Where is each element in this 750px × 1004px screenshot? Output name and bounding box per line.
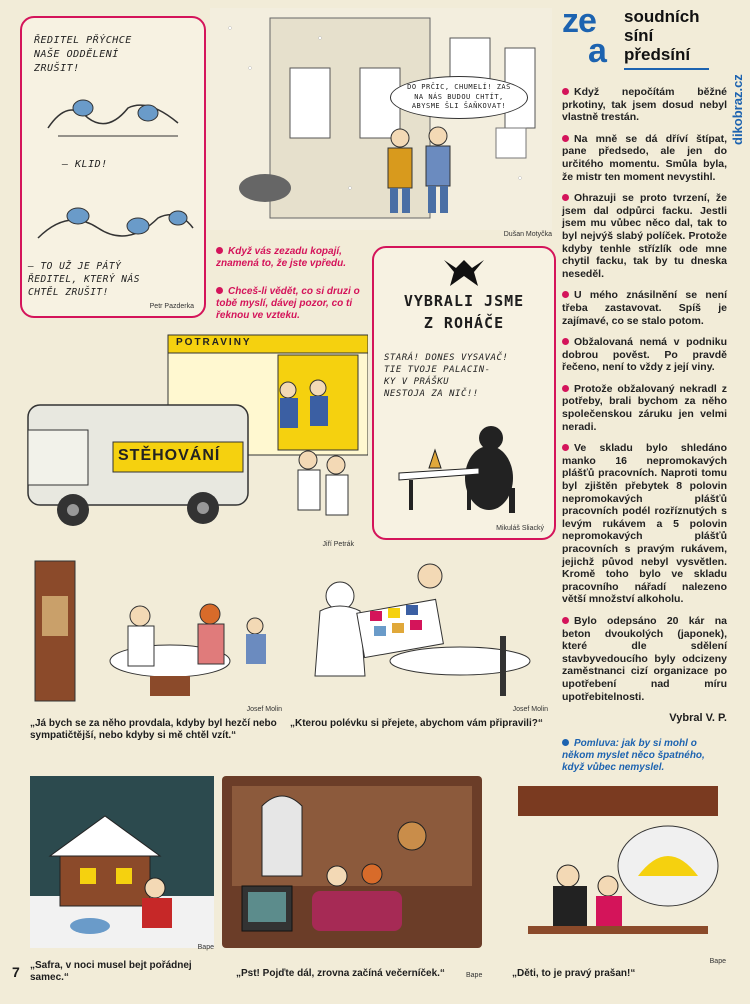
page-number: 7 (12, 964, 20, 980)
bullet-icon (562, 444, 569, 451)
cartoon-bape-2 (222, 776, 498, 996)
petrak-illustration (18, 320, 368, 538)
cartoon-petrak (18, 320, 368, 548)
header-underline (624, 68, 709, 70)
bullet-icon (216, 247, 223, 254)
bullet-icon (562, 291, 569, 298)
pazderka-text-1: ŘEDITEL PŘÝCHCE NAŠE ODDĚLENÍ ZRUŠIT! (34, 35, 132, 74)
bape1-caption: „Safra, v noci musel bejt pořádnej samec.“ (30, 960, 192, 983)
quote-item: Ohrazuji se proto tvrzení, že jsem dal odpůrci facku. Jestli jsem mu vůbec něco dal, tak to byl nejvýš slabý políček. Protože kdyby tenhle střízlík ode mne chytil facku, tak by tu dneska neseděl. (562, 192, 727, 280)
bullet-icon (562, 135, 569, 142)
quote-item: Když nepočítám běžné prkotiny, tak jsem dosud nebyl vlastně trestán. (562, 86, 727, 124)
cartoon-bape-1 (12, 776, 214, 996)
rohace-illustration (379, 408, 549, 518)
pazderka-illustration-top (28, 78, 198, 148)
bape3-credit: Bape (709, 958, 726, 965)
motycka-illustration (210, 8, 552, 230)
petrak-shop-sign: POTRAVINY (176, 337, 252, 348)
molin1-credit: Josef Molin (246, 706, 282, 713)
bape1-illustration (30, 776, 214, 948)
molin1-illustration (30, 556, 282, 706)
cartoon-molin-2 (290, 556, 548, 760)
motycka-speech-bubble: DO PRČIC, CHUMELÍ! ZAS NA NÁS BUDOU CHTÍT, ABYSME ŠLI ŠAŇKOVAT! (390, 76, 528, 119)
cartoon-pazderka (20, 16, 206, 318)
aphorism-2: Chceš-li vědět, co si druzi o tobě myslí, dávej pozor, co ti řeknou ve vzteku. (216, 286, 360, 321)
quote-item: Protože obžalovaný nekradl z potřeby, brali bychom za něho společenskou záruku jen velmi neradi. (562, 382, 727, 433)
bullet-icon (216, 287, 223, 294)
molin1-caption: „Já bych se za něho provdala, kdyby byl hezčí nebo sympatičtější, nebo kdyby si mě chtěl vzít.“ (30, 718, 277, 741)
signature: Vybral V. P. (669, 712, 727, 725)
quote-item: Bylo odepsáno 20 kár na beton dvoukolých (japonek), které dle sdělení stavbyvedoucího byly odcizeny zaměstnanci cizí organizace po upotřebení nad míru upotřebitelnosti. (562, 614, 727, 703)
pazderka-credit: Petr Pazderka (149, 303, 194, 310)
molin2-illustration (290, 556, 548, 706)
bullet-icon (562, 194, 569, 201)
rohace-title-2: Z ROHÁČE (423, 314, 505, 332)
quote-item: Na mně se dá dříví štípat, pane předsedo, ale jen do určitého momentu. Smůla byla, že mistr ten moment nevystihl. (562, 132, 727, 183)
header-title-1: soudních (624, 7, 700, 26)
bape2-credit: Bape (466, 972, 483, 979)
pazderka-illustration-bottom (28, 178, 198, 258)
bape3-caption: „Děti, to je pravý prašan!“ (512, 968, 636, 979)
rohace-text: STARÁ! DONES VYSAVAČ! TIE TVOJE PALACIN- KY V PRÁŠKU NESTOJA ZA NIČ!! (384, 353, 509, 399)
bullet-icon (562, 338, 569, 345)
pazderka-text-3: — TO UŽ JE PÁTÝ ŘEDITEL, KTERÝ NÁS CHTĚL ZRUŠIT! (28, 261, 140, 298)
logo-a: a (588, 32, 607, 70)
quote-item: Obžalovaná nemá v podniku dobrou pověst. Po pravdě řečeno, není to vždy z její viny. (562, 336, 727, 374)
bape2-caption: „Pst! Pojďte dál, zrovna začíná večerníček.“ (236, 968, 445, 979)
petrak-truck-sign: STĚHOVÁNÍ (118, 447, 221, 464)
rohace-title-1: VYBRALI JSME (403, 292, 525, 310)
bape1-credit: Bape (197, 944, 214, 951)
rohace-logo-icon (442, 258, 486, 288)
header-title-2: síní (624, 26, 654, 45)
bullet-icon (562, 739, 569, 746)
cartoon-bape-3 (508, 776, 732, 996)
molin2-caption: „Kterou polévku si přejete, abychom vám připravili?“ (290, 718, 543, 729)
quotes-column (562, 86, 727, 774)
logo-ze: ze (562, 2, 596, 40)
rohace-credit: Mikuláš Sliacký (496, 525, 544, 532)
aphorism-1: Když vás zezadu kopají, znamená to, že jste vpředu. (216, 246, 347, 269)
quote-item: U mého znásilnění se není třeba zastavovat. Spíš je zajímavé, co se stalo potom. (562, 289, 727, 327)
bullet-icon (562, 385, 569, 392)
cartoon-molin-1 (30, 556, 282, 760)
bape2-illustration (222, 776, 482, 948)
quote-list (562, 86, 727, 703)
cartoon-rohace (372, 246, 556, 540)
petrak-credit: Jiří Petrák (322, 541, 354, 548)
molin2-credit: Josef Molin (512, 706, 548, 713)
pomluva: Pomluva: jak by si mohl o někom myslet něco špatného, když vůbec nemyslel. (562, 738, 705, 774)
side-url: dikobraz.cz (730, 74, 745, 145)
pazderka-text-2: — KLID! (62, 159, 108, 170)
cartoon-motycka (210, 8, 552, 238)
motycka-credit: Dušan Motyčka (503, 231, 552, 238)
section-header (560, 2, 725, 70)
quote-item: Ve skladu bylo shledáno manko 16 nepromokavých plášťů pracovních. Naproti tomu byl zjištěn přebytek 8 polovin nepromokavých plášťů pracovních podél rozříznutých s levým rukávem a 5 polovin nepromokavých plášťů pracovních s pravým rukávem, jejichž původ nebyl vysvětlen. Kromě toho bylo ve skladu pracovního nářadí nalezeno větší množství alkoholu. (562, 442, 727, 606)
header-title-3: předsíní (624, 45, 691, 64)
bape3-illustration (508, 776, 732, 952)
bullet-icon (562, 617, 569, 624)
bullet-icon (562, 88, 569, 95)
